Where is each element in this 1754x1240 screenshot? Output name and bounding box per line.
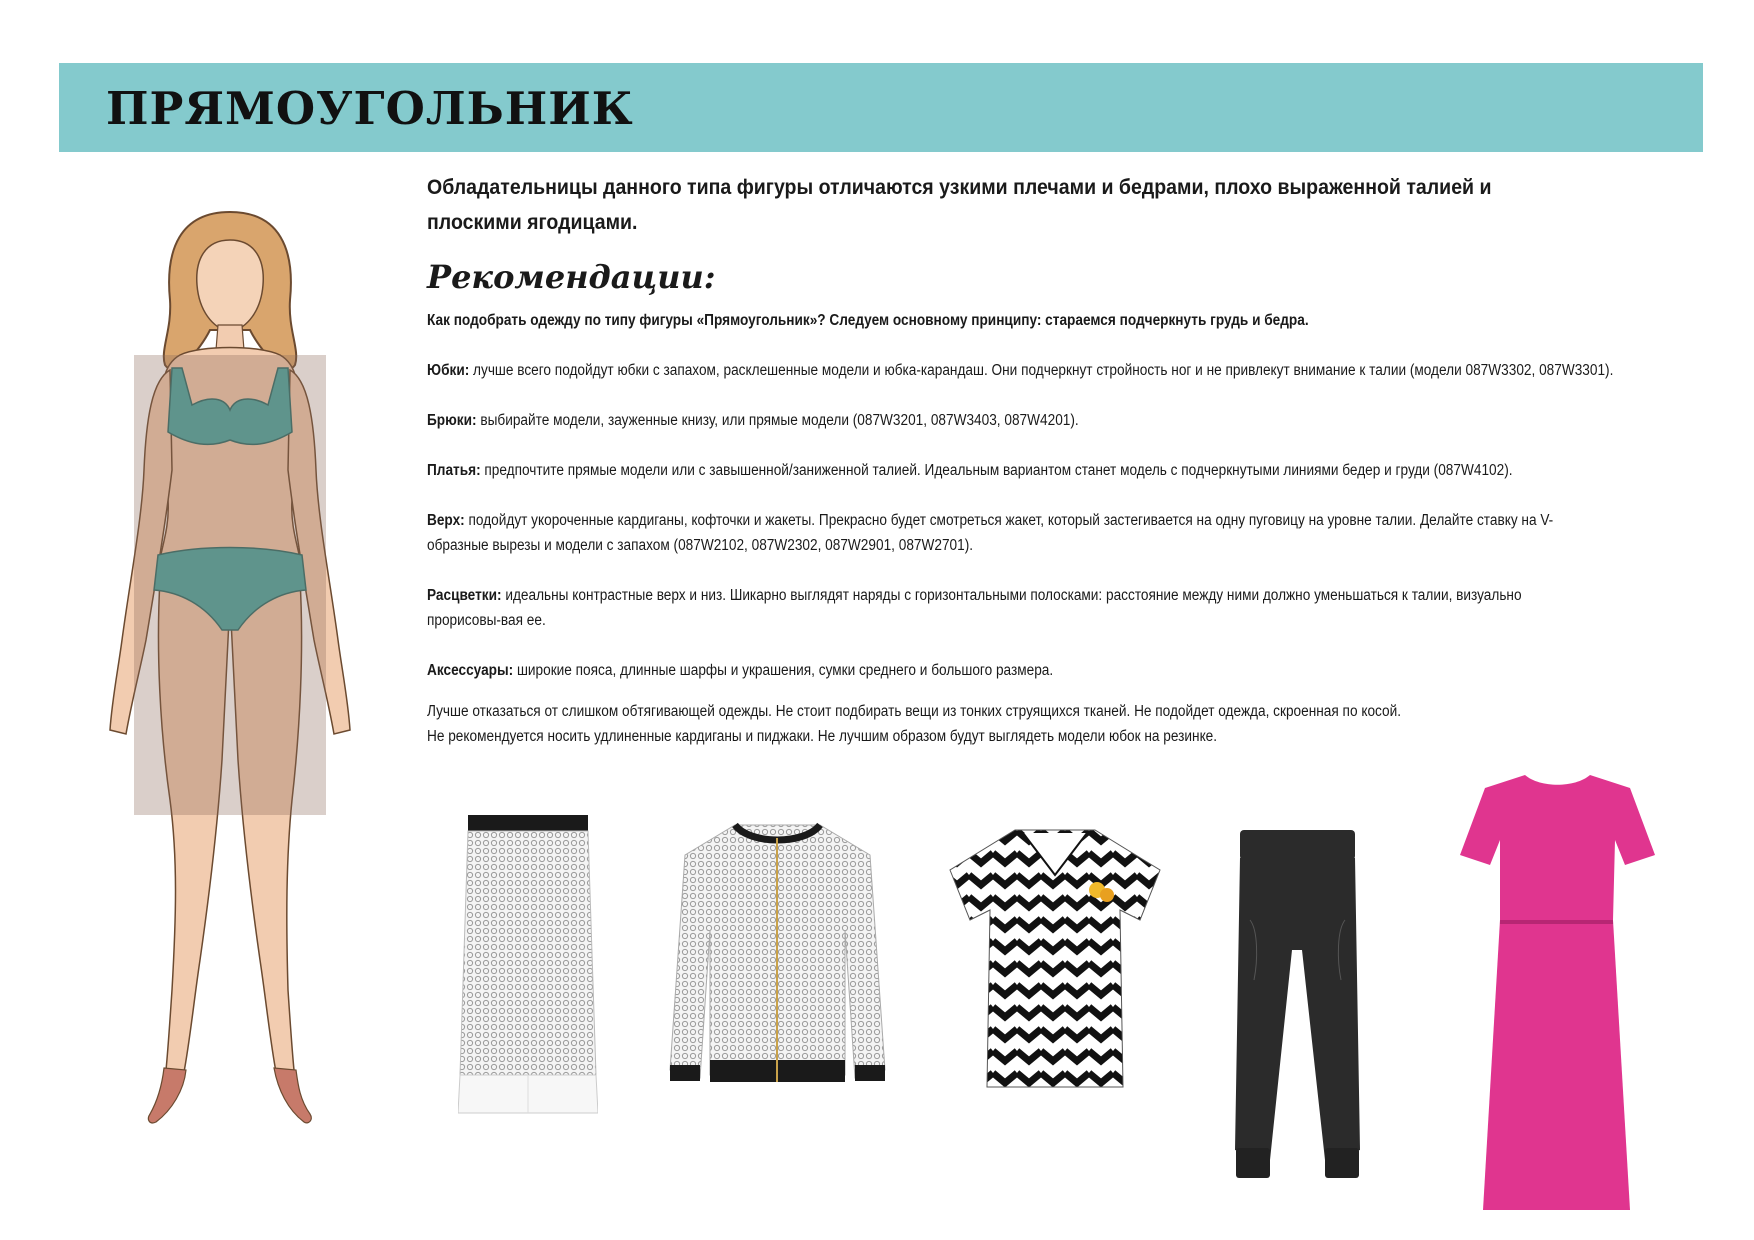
avoid-text-1: Лучше отказаться от слишком обтягивающей одежды. Не стоит подбирать вещи из тонких струящихся тканей. Не подойдет одежда, скроенная по косой. (427, 703, 1401, 720)
page-title: ПРЯМОУГОЛЬНИК (106, 82, 634, 135)
product-pink-dress (1455, 770, 1660, 1215)
right-shoe (274, 1068, 311, 1123)
product-row (440, 780, 1710, 1220)
product-mesh-bomber (665, 820, 890, 1100)
avoid-text-2: Не рекомендуется носить удлиненные кардиганы и пиджаки. Не лучшим образом будут выглядеть модели юбок на резинке. (427, 728, 1218, 745)
body-figure-illustration (60, 200, 390, 1160)
header-band (59, 63, 1703, 152)
recommendation-dresses: Платья: предпочтите прямые модели или с завышенной/заниженной талией. Идеальным вариантом станет модель с подчеркнутыми линиями бедер и груди (087W4102). (427, 462, 1513, 479)
recommendation-question: Как подобрать одежду по типу фигуры «Прямоугольник»? Следуем основному принципу: стараемся подчеркнуть грудь и бедра. (427, 312, 1309, 329)
product-mesh-skirt (458, 815, 598, 1115)
recommendation-accessories: Аксессуары: широкие пояса, длинные шарфы и украшения, сумки среднего и большого размера. (427, 662, 1054, 679)
recommendation-skirts: Юбки: лучше всего подойдут юбки с запахом, расклешенные модели и юбка-карандаш. Они подчеркнут стройность ног и не привлекут внимание к талии (модели 087W3302, 087W3301). (427, 362, 1614, 379)
recommendations-heading: Рекомендации: (427, 258, 716, 296)
recommendation-colors: Расцветки: идеальны контрастные верх и низ. Шикарно выглядят наряды с горизонтальными полосками: расстояние между ними должно уменьшаться к талии, визуально прорисовы-вая ее. (427, 587, 1522, 629)
product-black-joggers (1230, 830, 1365, 1200)
intro-text: Обладательницы данного типа фигуры отличаются узкими плечами и бедрами, плохо выраженной талией и плоскими ягодицами. (427, 176, 1492, 234)
recommendation-tops: Верх: подойдут укороченные кардиганы, кофточки и жакеты. Прекрасно будет смотреться жакет, который застегивается на одну пуговицу на уровне талии. Делайте ставку на V-образные вырезы и модели с запахом (087W2102, 087W2302, 087W2901, 087W2701). (427, 512, 1554, 554)
recommendation-trousers: Брюки: выбирайте модели, зауженные книзу, или прямые модели (087W3201, 087W3403, 087W4201). (427, 412, 1079, 429)
product-zigzag-tshirt (945, 825, 1165, 1090)
content-column (427, 170, 1697, 749)
left-shoe (148, 1068, 186, 1123)
rectangle-body-figure (60, 200, 390, 1160)
rectangle-shape-overlay (134, 355, 326, 815)
